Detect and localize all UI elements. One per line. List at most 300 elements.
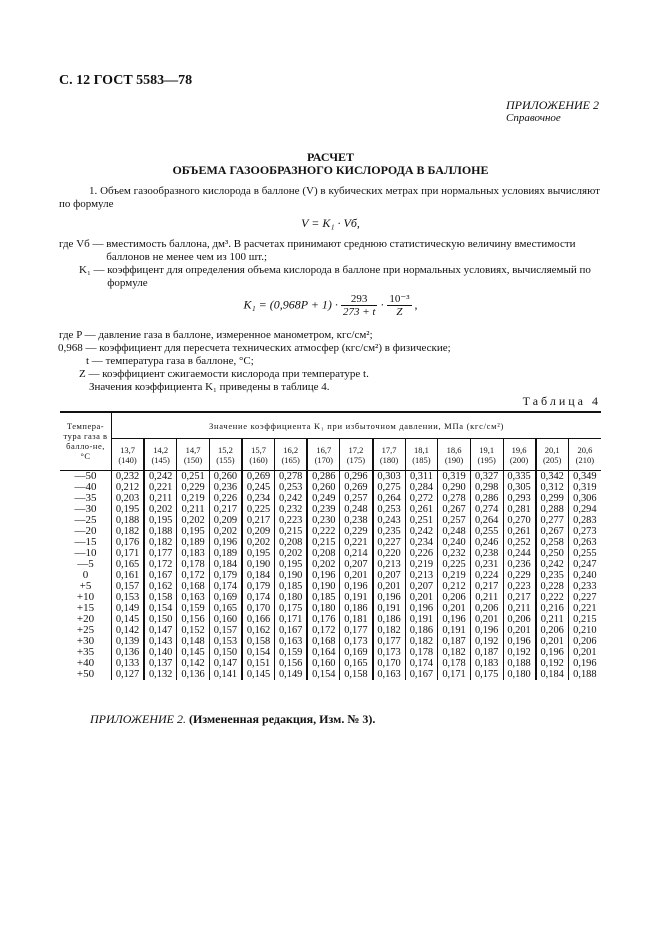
- temperature-cell: +5: [60, 581, 112, 592]
- page-header: С. 12 ГОСТ 5583—78: [59, 73, 193, 88]
- coefficient-cell: 0,253: [373, 504, 406, 515]
- temperature-cell: —40: [60, 482, 112, 493]
- temperature-cell: +10: [60, 592, 112, 603]
- appendix-label: [506, 99, 599, 125]
- coefficient-cell: 0,207: [340, 559, 373, 570]
- temperature-cell: —5: [60, 559, 112, 570]
- coefficient-cell: 0,196: [373, 592, 406, 603]
- coefficient-cell: 0,335: [503, 471, 536, 483]
- coefficient-cell: 0,252: [503, 537, 536, 548]
- coefficient-cell: 0,167: [405, 669, 438, 680]
- pressure-column-header: 17,7 (180): [373, 439, 406, 471]
- table-row: [60, 614, 601, 625]
- coefficient-cell: 0,186: [373, 614, 406, 625]
- coefficient-cell: 0,207: [373, 570, 406, 581]
- coefficient-cell: 0,277: [536, 515, 569, 526]
- table-row: [60, 471, 601, 483]
- title-line-2: ОБЪЕМА ГАЗООБРАЗНОГО КИСЛОРОДА В БАЛЛОНЕ: [172, 163, 489, 177]
- coefficient-cell: 0,229: [177, 482, 210, 493]
- coefficient-cell: 0,163: [177, 592, 210, 603]
- pressure-column-header: 16,7 (170): [307, 439, 340, 471]
- coefficient-cell: 0,147: [144, 625, 177, 636]
- coefficient-cell: 0,272: [405, 493, 438, 504]
- k1-coefficient-table: [60, 411, 601, 680]
- coefficient-cell: 0,157: [112, 581, 145, 592]
- coefficient-cell: 0,224: [470, 570, 503, 581]
- coefficient-cell: 0,162: [242, 625, 275, 636]
- coefficient-cell: 0,249: [307, 493, 340, 504]
- pressure-column-header: 15,2 (155): [209, 439, 242, 471]
- coefficient-cell: 0,290: [438, 482, 471, 493]
- coefficient-cell: 0,242: [405, 526, 438, 537]
- coefficient-cell: 0,229: [340, 526, 373, 537]
- coefficient-cell: 0,211: [144, 493, 177, 504]
- coefficient-cell: 0,182: [438, 647, 471, 658]
- coefficient-cell: 0,269: [340, 482, 373, 493]
- coefficient-cell: 0,231: [470, 559, 503, 570]
- coefficient-cell: 0,239: [307, 504, 340, 515]
- coefficient-cell: 0,160: [209, 614, 242, 625]
- coefficient-cell: 0,195: [144, 515, 177, 526]
- coefficient-cell: 0,142: [112, 625, 145, 636]
- coefficient-cell: 0,214: [340, 548, 373, 559]
- coefficient-cell: 0,174: [209, 581, 242, 592]
- coefficient-cell: 0,154: [307, 669, 340, 680]
- coefficient-cell: 0,251: [405, 515, 438, 526]
- coefficient-cell: 0,211: [470, 592, 503, 603]
- coefficient-cell: 0,275: [373, 482, 406, 493]
- coefficient-cell: 0,149: [275, 669, 308, 680]
- coefficient-cell: 0,246: [470, 537, 503, 548]
- coefficient-cell: 0,288: [536, 504, 569, 515]
- coefficient-cell: 0,201: [503, 625, 536, 636]
- coefficient-cell: 0,216: [536, 603, 569, 614]
- coefficient-cell: 0,222: [536, 592, 569, 603]
- coefficient-cell: 0,177: [340, 625, 373, 636]
- coefficient-cell: 0,147: [209, 658, 242, 669]
- temperature-cell: —25: [60, 515, 112, 526]
- coefficient-cell: 0,242: [275, 493, 308, 504]
- coefficient-cell: 0,161: [112, 570, 145, 581]
- pressure-column-header: 20,1 (205): [536, 439, 569, 471]
- coefficient-cell: 0,228: [536, 581, 569, 592]
- table-row: [60, 482, 601, 493]
- coefficient-cell: 0,236: [209, 482, 242, 493]
- coefficient-cell: 0,178: [438, 658, 471, 669]
- coefficient-cell: 0,212: [438, 581, 471, 592]
- table-row: [60, 636, 601, 647]
- coefficient-cell: 0,167: [275, 625, 308, 636]
- coefficient-cell: 0,201: [340, 570, 373, 581]
- coefficient-cell: 0,202: [144, 504, 177, 515]
- coefficient-cell: 0,201: [373, 581, 406, 592]
- coefficient-cell: 0,225: [438, 559, 471, 570]
- coefficient-cell: 0,232: [112, 471, 145, 483]
- coefficient-cell: 0,260: [307, 482, 340, 493]
- coefficient-cell: 0,210: [568, 625, 601, 636]
- coefficient-cell: 0,242: [536, 559, 569, 570]
- coefficient-cell: 0,180: [275, 592, 308, 603]
- coefficient-cell: 0,182: [144, 537, 177, 548]
- coefficient-cell: 0,221: [340, 537, 373, 548]
- coefficient-cell: 0,196: [340, 581, 373, 592]
- table-row: [60, 669, 601, 680]
- coefficient-cell: 0,152: [177, 625, 210, 636]
- temperature-cell: +20: [60, 614, 112, 625]
- coefficient-cell: 0,215: [568, 614, 601, 625]
- coefficient-cell: 0,159: [177, 603, 210, 614]
- coefficient-cell: 0,219: [177, 493, 210, 504]
- coefficient-cell: 0,191: [340, 592, 373, 603]
- temperature-cell: —15: [60, 537, 112, 548]
- coefficient-cell: 0,167: [144, 570, 177, 581]
- coefficient-cell: 0,222: [307, 526, 340, 537]
- coefficient-cell: 0,235: [536, 570, 569, 581]
- coefficient-cell: 0,213: [373, 559, 406, 570]
- table-row: [60, 548, 601, 559]
- coefficient-cell: 0,196: [470, 625, 503, 636]
- formula-volume: V = K₁ · Vб,: [301, 216, 360, 230]
- coefficient-cell: 0,223: [503, 581, 536, 592]
- coefficient-cell: 0,263: [568, 537, 601, 548]
- definition-text: коэффицент для определения объема кислорода в баллоне при нормальных условиях, вычисляемый по формуле: [107, 264, 591, 289]
- temperature-cell: +15: [60, 603, 112, 614]
- coefficient-cell: 0,175: [470, 669, 503, 680]
- coefficient-cell: 0,164: [307, 647, 340, 658]
- coefficient-cell: 0,133: [112, 658, 145, 669]
- coefficient-cell: 0,173: [373, 647, 406, 658]
- coefficient-cell: 0,245: [242, 482, 275, 493]
- coefficient-cell: 0,177: [144, 548, 177, 559]
- coefficient-cell: 0,142: [177, 658, 210, 669]
- coefficient-cell: 0,281: [503, 504, 536, 515]
- coefficient-cell: 0,244: [503, 548, 536, 559]
- coefficient-cell: 0,233: [568, 581, 601, 592]
- coefficient-cell: 0,195: [275, 559, 308, 570]
- appendix-type: Справочное: [506, 112, 561, 124]
- coefficient-cell: 0,240: [438, 537, 471, 548]
- coefficient-cell: 0,196: [536, 647, 569, 658]
- coefficient-cell: 0,196: [568, 658, 601, 669]
- coefficient-cell: 0,158: [242, 636, 275, 647]
- coefficient-cell: 0,274: [470, 504, 503, 515]
- coefficient-cell: 0,220: [373, 548, 406, 559]
- table-row: [60, 603, 601, 614]
- coefficient-cell: 0,212: [112, 482, 145, 493]
- coefficient-cell: 0,215: [275, 526, 308, 537]
- coefficient-cell: 0,206: [568, 636, 601, 647]
- coefficient-cell: 0,186: [340, 603, 373, 614]
- coefficient-cell: 0,184: [536, 669, 569, 680]
- coefficient-cell: 0,157: [209, 625, 242, 636]
- coefficient-cell: 0,311: [405, 471, 438, 483]
- coefficient-cell: 0,284: [405, 482, 438, 493]
- coefficient-cell: 0,165: [112, 559, 145, 570]
- coefficient-cell: 0,137: [144, 658, 177, 669]
- coefficient-cell: 0,201: [536, 636, 569, 647]
- coefficient-cell: 0,227: [373, 537, 406, 548]
- coefficient-cell: 0,172: [307, 625, 340, 636]
- table-reference: Значения коэффициента K₁ приведены в таблице 4.: [89, 381, 330, 393]
- coefficient-cell: 0,173: [340, 636, 373, 647]
- coefficient-cell: 0,190: [242, 559, 275, 570]
- coefficient-cell: 0,141: [209, 669, 242, 680]
- temperature-cell: +30: [60, 636, 112, 647]
- formula-lhs: K₁ = (0,968P + 1) ·: [243, 297, 338, 312]
- coefficient-cell: 0,171: [438, 669, 471, 680]
- pressure-column-header: 18,6 (190): [438, 439, 471, 471]
- coefficient-cell: 0,215: [307, 537, 340, 548]
- coefficient-cell: 0,145: [112, 614, 145, 625]
- coefficient-cell: 0,349: [568, 471, 601, 483]
- coefficient-cell: 0,248: [438, 526, 471, 537]
- pressure-column-header: 18,1 (185): [405, 439, 438, 471]
- coefficient-cell: 0,195: [177, 526, 210, 537]
- coefficient-cell: 0,158: [340, 669, 373, 680]
- coefficient-cell: 0,183: [470, 658, 503, 669]
- definition-p: где P — давление газа в баллоне, измеренное манометром, кгс/см²;: [59, 329, 373, 341]
- coefficient-cell: 0,273: [568, 526, 601, 537]
- coefficient-cell: 0,196: [438, 614, 471, 625]
- temperature-cell: +50: [60, 669, 112, 680]
- coefficient-cell: 0,202: [242, 537, 275, 548]
- table-row: [60, 581, 601, 592]
- temperature-cell: +40: [60, 658, 112, 669]
- coefficient-cell: 0,150: [144, 614, 177, 625]
- coefficient-cell: 0,217: [209, 504, 242, 515]
- coefficient-cell: 0,257: [438, 515, 471, 526]
- coefficient-cell: 0,136: [112, 647, 145, 658]
- coefficient-cell: 0,208: [307, 548, 340, 559]
- coefficient-cell: 0,219: [405, 559, 438, 570]
- coefficient-cell: 0,211: [177, 504, 210, 515]
- temperature-header: Темпера-тура газа в балло-не, °С: [60, 412, 112, 471]
- coefficient-cell: 0,178: [405, 647, 438, 658]
- coefficient-cell: 0,207: [405, 581, 438, 592]
- fraction-temperature: $\frac{293}{273 + t}$: [342, 293, 376, 318]
- definition-0968: 0,968 — коэффициент для пересчета технических атмосфер (кгс/см²) в физические;: [58, 342, 451, 354]
- coefficient-cell: 0,269: [242, 471, 275, 483]
- coefficient-cell: 0,299: [536, 493, 569, 504]
- definition-k1: [59, 264, 604, 290]
- coefficient-cell: 0,255: [470, 526, 503, 537]
- coefficient-cell: 0,171: [112, 548, 145, 559]
- coefficient-cell: 0,153: [112, 592, 145, 603]
- coefficient-cell: 0,165: [340, 658, 373, 669]
- coefficient-cell: 0,257: [340, 493, 373, 504]
- coefficient-cell: 0,168: [177, 581, 210, 592]
- coefficient-cell: 0,319: [438, 471, 471, 483]
- coefficient-cell: 0,196: [307, 570, 340, 581]
- coefficient-cell: 0,248: [340, 504, 373, 515]
- title-line-1: РАСЧЕТ: [306, 150, 355, 164]
- footer-revision: (Измененная редакция, Изм. № 3).: [188, 712, 376, 726]
- coefficient-cell: 0,260: [209, 471, 242, 483]
- coefficient-cell: 0,160: [307, 658, 340, 669]
- coefficient-cell: 0,169: [209, 592, 242, 603]
- formula-k1: K₁ = (0,968P + 1) · $\frac{293}{273 + t}$ · $\frac{\text{10⁻³}}{Z}$ ,: [243, 293, 418, 318]
- coefficient-cell: 0,264: [470, 515, 503, 526]
- footer-note: [90, 712, 375, 727]
- coefficient-cell: 0,261: [405, 504, 438, 515]
- coefficient-cell: 0,188: [144, 526, 177, 537]
- coefficient-cell: 0,195: [112, 504, 145, 515]
- table-row: [60, 625, 601, 636]
- coefficient-cell: 0,283: [568, 515, 601, 526]
- coefficient-cell: 0,230: [307, 515, 340, 526]
- coefficient-cell: 0,206: [470, 603, 503, 614]
- table-row: [60, 526, 601, 537]
- document-title: [0, 151, 661, 177]
- coefficient-cell: 0,182: [112, 526, 145, 537]
- coefficient-cell: 0,191: [405, 614, 438, 625]
- coefficient-cell: 0,234: [405, 537, 438, 548]
- coefficient-cell: 0,172: [144, 559, 177, 570]
- coefficient-cell: 0,240: [568, 570, 601, 581]
- table-caption: Таблица 4: [522, 394, 601, 408]
- coefficient-cell: 0,217: [242, 515, 275, 526]
- coefficient-cell: 0,180: [503, 669, 536, 680]
- coefficient-cell: 0,189: [177, 537, 210, 548]
- coefficient-cell: 0,208: [275, 537, 308, 548]
- coefficient-cell: 0,181: [340, 614, 373, 625]
- coefficient-cell: 0,202: [177, 515, 210, 526]
- coefficient-cell: 0,206: [438, 592, 471, 603]
- coefficient-cell: 0,162: [144, 581, 177, 592]
- coefficient-cell: 0,132: [144, 669, 177, 680]
- coefficient-cell: 0,176: [307, 614, 340, 625]
- coefficient-cell: 0,296: [340, 471, 373, 483]
- coefficient-cell: 0,185: [275, 581, 308, 592]
- coefficient-cell: 0,255: [568, 548, 601, 559]
- coefficient-cell: 0,191: [438, 625, 471, 636]
- coefficient-cell: 0,270: [503, 515, 536, 526]
- coefficient-cell: 0,196: [405, 603, 438, 614]
- coefficient-cell: 0,225: [242, 504, 275, 515]
- coefficient-cell: 0,267: [438, 504, 471, 515]
- coefficient-cell: 0,201: [470, 614, 503, 625]
- coefficient-cell: 0,163: [373, 669, 406, 680]
- coefficient-cell: 0,201: [405, 592, 438, 603]
- temperature-cell: —30: [60, 504, 112, 515]
- definitions-2: [59, 329, 604, 394]
- coefficient-cell: 0,236: [503, 559, 536, 570]
- coefficient-cell: 0,179: [209, 570, 242, 581]
- coefficient-cell: 0,187: [470, 647, 503, 658]
- pressure-group-header: Значение коэффициента K₁ при избыточном давлении, МПа (кгс/см²): [112, 412, 602, 439]
- coefficient-cell: 0,183: [177, 548, 210, 559]
- coefficient-cell: 0,219: [438, 570, 471, 581]
- coefficient-cell: 0,148: [177, 636, 210, 647]
- coefficient-cell: 0,251: [177, 471, 210, 483]
- coefficient-cell: 0,195: [242, 548, 275, 559]
- coefficient-cell: 0,235: [373, 526, 406, 537]
- coefficient-cell: 0,145: [242, 669, 275, 680]
- coefficient-cell: 0,136: [177, 669, 210, 680]
- coefficient-cell: 0,286: [307, 471, 340, 483]
- coefficient-cell: 0,184: [209, 559, 242, 570]
- coefficient-cell: 0,227: [568, 592, 601, 603]
- coefficient-cell: 0,170: [373, 658, 406, 669]
- coefficient-cell: 0,154: [242, 647, 275, 658]
- coefficient-cell: 0,203: [112, 493, 145, 504]
- coefficient-cell: 0,286: [470, 493, 503, 504]
- coefficient-cell: 0,143: [144, 636, 177, 647]
- coefficient-cell: 0,306: [568, 493, 601, 504]
- coefficient-cell: 0,202: [307, 559, 340, 570]
- coefficient-cell: 0,179: [242, 581, 275, 592]
- coefficient-cell: 0,191: [373, 603, 406, 614]
- coefficient-cell: 0,174: [242, 592, 275, 603]
- definition-t: t — температура газа в баллоне, °С;: [86, 355, 254, 367]
- coefficient-cell: 0,247: [568, 559, 601, 570]
- coefficient-cell: 0,174: [405, 658, 438, 669]
- definition-term: где Vб —: [59, 238, 104, 250]
- coefficient-cell: 0,319: [568, 482, 601, 493]
- table-row: [60, 515, 601, 526]
- coefficient-cell: 0,187: [438, 636, 471, 647]
- coefficient-cell: 0,202: [209, 526, 242, 537]
- coefficient-cell: 0,305: [503, 482, 536, 493]
- coefficient-cell: 0,182: [405, 636, 438, 647]
- coefficient-cell: 0,238: [340, 515, 373, 526]
- coefficient-cell: 0,182: [373, 625, 406, 636]
- coefficient-cell: 0,170: [242, 603, 275, 614]
- coefficient-cell: 0,201: [568, 647, 601, 658]
- coefficient-cell: 0,145: [177, 647, 210, 658]
- coefficient-cell: 0,211: [503, 603, 536, 614]
- coefficient-cell: 0,140: [144, 647, 177, 658]
- table-row: [60, 658, 601, 669]
- pressure-column-header: 15,7 (160): [242, 439, 275, 471]
- coefficient-cell: 0,223: [275, 515, 308, 526]
- coefficient-cell: 0,188: [568, 669, 601, 680]
- coefficient-cell: 0,253: [275, 482, 308, 493]
- pressure-column-header: 17,2 (175): [340, 439, 373, 471]
- coefficient-cell: 0,158: [144, 592, 177, 603]
- coefficient-cell: 0,188: [503, 658, 536, 669]
- coefficient-cell: 0,209: [242, 526, 275, 537]
- pressure-column-header: 14,7 (150): [177, 439, 210, 471]
- coefficient-cell: 0,190: [275, 570, 308, 581]
- coefficient-cell: 0,298: [470, 482, 503, 493]
- coefficient-cell: 0,226: [405, 548, 438, 559]
- coefficient-cell: 0,196: [503, 636, 536, 647]
- coefficient-cell: 0,171: [275, 614, 308, 625]
- pressure-column-header: 19,6 (200): [503, 439, 536, 471]
- footer-appendix: ПРИЛОЖЕНИЕ 2.: [90, 712, 186, 726]
- coefficient-cell: 0,151: [242, 658, 275, 669]
- coefficient-cell: 0,217: [470, 581, 503, 592]
- pressure-column-header: 14,2 (145): [144, 439, 177, 471]
- coefficient-cell: 0,185: [307, 592, 340, 603]
- pressure-column-header: 16,2 (165): [275, 439, 308, 471]
- coefficient-cell: 0,184: [242, 570, 275, 581]
- definition-text: вместимость баллона, дм³. В расчетах принимают среднюю статистическую величину вместимости баллонов не менее чем из 100 шт.;: [106, 238, 576, 263]
- temperature-cell: —35: [60, 493, 112, 504]
- coefficient-cell: 0,226: [209, 493, 242, 504]
- coefficient-cell: 0,172: [177, 570, 210, 581]
- coefficient-cell: 0,303: [373, 471, 406, 483]
- coefficient-cell: 0,242: [144, 471, 177, 483]
- coefficient-cell: 0,234: [242, 493, 275, 504]
- coefficient-cell: 0,177: [373, 636, 406, 647]
- coefficient-cell: 0,192: [503, 647, 536, 658]
- definitions-1: [59, 238, 604, 290]
- temperature-cell: —10: [60, 548, 112, 559]
- temperature-cell: —50: [60, 471, 112, 483]
- intro-paragraph: 1. Объем газообразного кислорода в баллоне (V) в кубических метрах при нормальных условиях вычисляют по формуле: [59, 185, 600, 210]
